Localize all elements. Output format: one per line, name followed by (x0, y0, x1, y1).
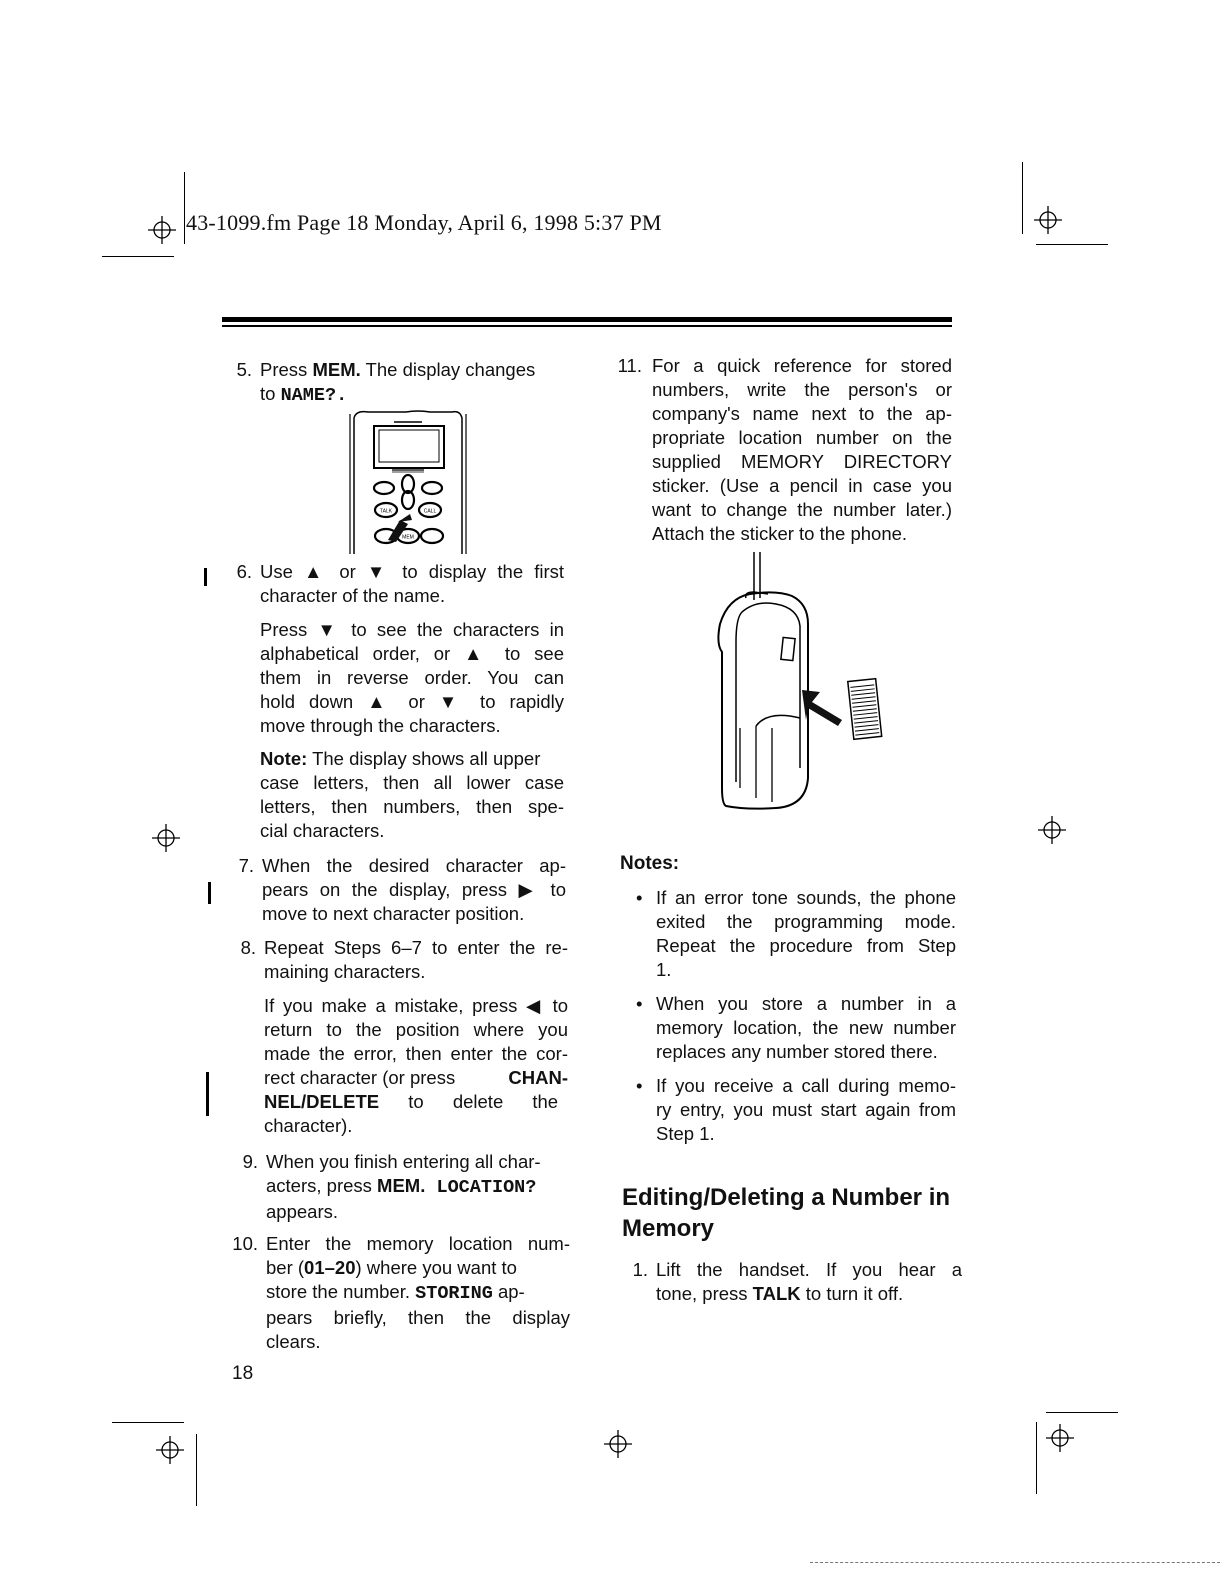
crop-line (1046, 1412, 1118, 1413)
step-number: 8. (240, 937, 256, 958)
crop-line (1036, 1422, 1037, 1494)
display-text: NAME?. (280, 385, 348, 406)
step-text: Enter the memory location num- ber (01–20) where you want to store the number. STORING ap- pears briefly, then the display clears. (266, 1233, 570, 1352)
step-6-paragraph: Press ▼ to see the characters in alphabetical order, or ▲ to see them in reverse order. You can hold down ▲ or ▼ to rapidly move through the characters. (260, 619, 564, 736)
key-label: MEM. (377, 1175, 426, 1196)
step-number: 9. (242, 1151, 258, 1172)
key-label: CHAN- (508, 1067, 568, 1088)
crop-line (1036, 244, 1108, 245)
registration-mark-top-right-icon (1034, 206, 1062, 234)
file-header: 43-1099.fm Page 18 Monday, April 6, 1998 5:37 PM (186, 210, 662, 235)
step-text: Press MEM. The display changes to NAME?. (260, 359, 536, 406)
step-number: 5. (236, 359, 252, 380)
step-6-note: Note: The display shows all upper case letters, then all lower case letters, then numbers, then spe- cial characters. (260, 748, 564, 841)
step-text: Lift the handset. If you hear a tone, press TALK to turn it off. (656, 1259, 962, 1304)
handset-keypad-illustration (348, 408, 488, 554)
change-bar (208, 882, 211, 904)
registration-mark-top-left-icon (148, 216, 176, 244)
mem-key-label: MEM (402, 534, 414, 541)
registration-mark-bottom-left-icon (156, 1436, 184, 1464)
location-range: 01–20 (304, 1257, 356, 1278)
crop-line (102, 256, 174, 257)
key-label: NEL/DELETE (264, 1091, 380, 1112)
change-bar (206, 1072, 209, 1116)
section-heading: Editing/Deleting a Number in Memory (622, 1184, 951, 1242)
handset-sticker-illustration (716, 552, 880, 808)
step-text: Use ▲ or ▼ to display the first character of the name. (260, 561, 564, 606)
step-number: 11. (617, 355, 642, 376)
call-key-label: CALL (423, 508, 437, 515)
key-label: MEM. (312, 359, 361, 380)
registration-mark-middle-left-icon (152, 824, 180, 852)
left-column (222, 0, 582, 1584)
registration-mark-middle-right-icon (1038, 816, 1066, 844)
key-label: TALK (752, 1283, 801, 1304)
crop-line (1022, 162, 1023, 234)
step-text: Repeat Steps 6–7 to enter the re- maining characters. (264, 937, 568, 982)
crop-line (112, 1422, 184, 1423)
step-number: 10. (232, 1233, 258, 1254)
display-text: STORING (415, 1283, 493, 1304)
note-label: Note: (260, 748, 308, 769)
display-text: LOCATION? (425, 1177, 537, 1198)
right-column: 11. For a quick reference for stored numbers, write the person's or company's name next to the ap- propriate location number on the supplied MEMORY DIRECTORY sticker. (Use a pencil in case you want to change the number later.) Attach the sticker to the phone. Notes: • If an error tone sounds, the phone exited the programming mode. Repeat the procedure from Step 1. • When you store a number in a memory location, the new number replaces any number stored there. • If you receive a call during memo- ry entry, you must start again from Step 1. Editing/Deleting a Number in Memory 1. Lift the handset. If you hear a tone, press TALK to turn it off. (612, 0, 972, 1584)
talk-key-label: TALK (379, 508, 393, 515)
step-number: 1. (632, 1259, 648, 1280)
page-number: 18 (232, 1363, 254, 1384)
step-number: 6. (236, 561, 252, 582)
step-text: When the desired character ap- pears on the display, press ▶ to move to next character position. (262, 855, 566, 924)
step-number: 7. (238, 855, 254, 876)
scan-artifact-line (810, 1562, 1220, 1564)
change-bar (204, 568, 207, 586)
crop-line (196, 1434, 197, 1506)
step-text: For a quick reference for stored numbers, write the person's or company's name next to the ap- propriate location number on the supplied MEMORY DIRECTORY sticker. (Use a pencil in case you want to change the number later.) Attach the sticker to the phone. (652, 355, 952, 544)
step-text: When you finish entering all char- acters, press MEM. LOCATION? appears. (266, 1151, 541, 1222)
registration-mark-bottom-right-icon (1046, 1424, 1074, 1452)
crop-line (184, 172, 185, 244)
notes-title: Notes: (620, 853, 680, 874)
step-8-paragraph: If you make a mistake, press ◀ to return to the position where you made the error, then enter the cor- rect character (or press CHAN- NEL/DELETE to delete the character). (264, 995, 568, 1136)
